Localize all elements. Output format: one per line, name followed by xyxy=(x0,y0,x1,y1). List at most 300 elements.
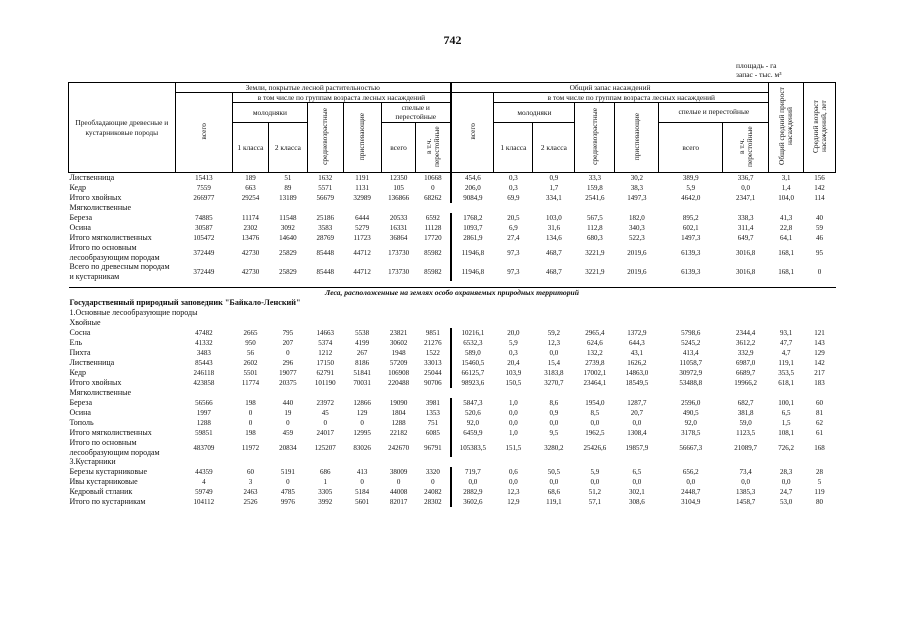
table-cell: 3602,6 xyxy=(451,497,494,507)
table-cell: 134,6 xyxy=(546,234,562,242)
table-cell: 59 xyxy=(816,224,824,232)
table-cell: 338,3 xyxy=(737,214,754,222)
table-cell: 28769 xyxy=(316,234,335,242)
table-cell: 19090 xyxy=(389,399,408,407)
table-cell: 64,1 xyxy=(780,234,793,242)
table-cell: 6459,9 xyxy=(451,428,494,438)
table-cell: 20375 xyxy=(279,379,297,387)
table-cell: 30972,9 xyxy=(679,369,703,377)
table-cell: 2861,9 xyxy=(451,233,494,243)
table-cell: 3483 xyxy=(196,349,211,357)
group-heading-row xyxy=(69,203,836,213)
table-cell: 53,0 xyxy=(780,498,793,506)
table-cell: 15413 xyxy=(195,174,213,182)
table-cell: 454,6 xyxy=(451,173,494,184)
table-cell: 22182 xyxy=(389,429,408,437)
table-cell: 8,6 xyxy=(549,399,559,407)
table-cell: 522,3 xyxy=(629,234,645,242)
table-cell: 40 xyxy=(816,214,824,222)
table-cell: 21276 xyxy=(424,339,442,347)
table-cell: 56667,3 xyxy=(679,443,703,452)
table-cell: 3,1 xyxy=(781,174,791,182)
table-row xyxy=(69,348,836,358)
table-cell: 30602 xyxy=(389,339,408,347)
avg-age-header: Средний возраст насаждений, лет xyxy=(804,83,836,173)
table-cell: 3280,2 xyxy=(544,443,564,452)
table-cell: 2344,4 xyxy=(736,329,756,337)
table-cell: 103,9 xyxy=(505,369,522,377)
table-cell: 1212 xyxy=(318,349,333,357)
table-cell: 2739,8 xyxy=(585,359,605,367)
table-cell: 42730 xyxy=(241,267,260,276)
table-cell: 85448 xyxy=(316,248,335,257)
stock-young-header: молодняки xyxy=(494,103,575,123)
table-row xyxy=(69,428,836,438)
table-cell: 1954,0 xyxy=(585,399,605,407)
table-cell: 42730 xyxy=(241,248,260,257)
table-cell: 136866 xyxy=(388,194,410,202)
table-cell: 0,0 xyxy=(549,349,559,357)
table-cell: 3221,9 xyxy=(585,267,605,276)
table-cell: 353,5 xyxy=(778,369,795,377)
table-row xyxy=(69,233,836,243)
table-cell: 6532,3 xyxy=(451,338,494,348)
stock-middle-header: средневозрастные xyxy=(575,103,615,173)
table-cell: 1,4 xyxy=(781,184,791,192)
table-cell: 3612,2 xyxy=(736,339,756,347)
table-cell: 85448 xyxy=(316,267,335,276)
table-cell: 4199 xyxy=(355,339,370,347)
table-cell: 92,0 xyxy=(451,418,494,428)
table-cell: 246118 xyxy=(193,369,215,377)
table-cell: 0 xyxy=(323,419,328,427)
row-label: Березы кустарниковые xyxy=(69,467,148,476)
table-cell: 6444 xyxy=(355,214,370,222)
row-label: Осина xyxy=(69,223,91,232)
table-cell: 9,5 xyxy=(549,429,559,437)
row-label: Итого хвойных xyxy=(69,193,122,202)
table-cell: 173730 xyxy=(388,248,410,257)
table-cell: 682,7 xyxy=(737,399,754,407)
table-cell: 6,5 xyxy=(781,409,791,417)
table-cell: 1288 xyxy=(391,419,406,427)
units-area: площадь - га xyxy=(736,61,777,70)
table-cell: 0,9 xyxy=(549,174,559,182)
table-row xyxy=(69,183,836,193)
table-row xyxy=(69,173,836,184)
table-cell: 220488 xyxy=(388,379,410,387)
group-heading-row xyxy=(69,388,836,398)
table-cell: 1522 xyxy=(425,349,440,357)
table-cell: 47,7 xyxy=(780,339,793,347)
table-cell: 28 xyxy=(816,468,824,476)
table-row xyxy=(69,398,836,408)
row-label: Мягколиственные xyxy=(69,388,132,397)
forest-lands-header: Земли, покрытые лесной растительностью xyxy=(175,83,451,93)
area-class1-header: 1 класса xyxy=(233,123,269,173)
table-cell: 0,0 xyxy=(686,478,696,486)
table-cell: 2019,6 xyxy=(627,267,647,276)
table-cell: 1372,9 xyxy=(627,329,647,337)
table-row xyxy=(69,477,836,487)
table-cell: 459 xyxy=(282,429,294,437)
table-cell: 0,0 xyxy=(451,477,494,487)
table-cell: 5501 xyxy=(243,369,258,377)
table-cell: 0,0 xyxy=(549,478,559,486)
row-label: Итого по кустарникам xyxy=(69,497,146,506)
table-cell: 15460,5 xyxy=(451,358,494,368)
table-cell: 132,2 xyxy=(587,349,603,357)
table-cell: 0,6 xyxy=(509,468,518,476)
table-cell: 41,3 xyxy=(780,214,793,222)
avg-growth-header: Общий средний прирост насаждений xyxy=(769,83,804,173)
table-cell: 57,1 xyxy=(588,498,602,506)
table-row xyxy=(69,243,836,262)
table-cell: 950 xyxy=(245,339,256,347)
table-cell: 520,6 xyxy=(451,408,494,418)
table-cell: 12995 xyxy=(353,429,371,437)
table-cell: 18549,5 xyxy=(625,379,649,387)
table-cell: 1,5 xyxy=(781,419,791,427)
table-cell: 6085 xyxy=(425,429,440,437)
table-cell: 66125,7 xyxy=(451,368,494,378)
table-cell: 17150 xyxy=(316,359,335,367)
table-cell: 9851 xyxy=(425,329,440,337)
table-cell: 53488,8 xyxy=(679,379,703,387)
table-cell: 44008 xyxy=(389,488,408,496)
table-cell: 3183,8 xyxy=(544,369,564,377)
table-cell: 2019,6 xyxy=(627,248,647,257)
table-cell: 1,0 xyxy=(509,429,518,437)
table-cell: 96791 xyxy=(424,443,442,452)
table-cell: 62 xyxy=(816,419,824,427)
row-label: Хвойные xyxy=(69,318,101,327)
table-cell: 23972 xyxy=(316,399,335,407)
table-cell: 0,0 xyxy=(590,419,600,427)
row-label: Итого мягколиственных xyxy=(69,233,152,242)
table-cell: 112,8 xyxy=(587,224,603,232)
area-premature-header: приспевающие xyxy=(343,103,381,173)
table-cell: 168 xyxy=(814,443,825,452)
table-cell: 19857,9 xyxy=(625,443,649,452)
table-cell: 168,1 xyxy=(778,248,795,257)
table-cell: 57209 xyxy=(389,359,408,367)
group-heading-row xyxy=(69,457,836,467)
table-cell: 2347,1 xyxy=(736,194,756,202)
table-cell: 2463 xyxy=(243,488,258,496)
stock-premature-header: приспевающие xyxy=(615,103,659,173)
table-cell: 1191 xyxy=(355,174,370,182)
table-cell: 5191 xyxy=(280,468,295,476)
table-cell: 31,6 xyxy=(547,224,561,232)
table-cell: 36864 xyxy=(389,234,408,242)
table-cell: 8186 xyxy=(355,359,370,367)
table-cell: 3016,8 xyxy=(736,267,756,276)
table-cell: 33,3 xyxy=(588,174,602,182)
table-cell: 4,7 xyxy=(781,349,791,357)
table-cell: 80 xyxy=(816,498,824,506)
table-cell: 44712 xyxy=(353,267,371,276)
table-cell: 1948 xyxy=(391,349,406,357)
table-cell: 1123,5 xyxy=(736,429,756,437)
table-cell: 51 xyxy=(284,174,292,182)
table-row xyxy=(69,497,836,507)
row-label: Кедр xyxy=(69,368,87,377)
table-cell: 1308,4 xyxy=(627,429,647,437)
table-cell: 567,5 xyxy=(587,214,603,222)
table-cell: 20533 xyxy=(389,214,408,222)
table-cell: 0,0 xyxy=(590,478,600,486)
table-cell: 44712 xyxy=(353,248,371,257)
table-header xyxy=(69,83,836,173)
table-cell: 74885 xyxy=(195,214,213,222)
table-cell: 56566 xyxy=(195,399,213,407)
row-label: Всего по древесным породам и кустарникам xyxy=(69,262,170,281)
table-cell: 73,4 xyxy=(739,468,752,476)
table-cell: 6139,3 xyxy=(681,267,701,276)
table-cell: 302,1 xyxy=(629,488,645,496)
table-row xyxy=(69,418,836,428)
row-label: Тополь xyxy=(69,418,94,427)
table-cell: 25186 xyxy=(316,214,335,222)
table-cell: 46 xyxy=(816,234,824,242)
table-cell: 173730 xyxy=(388,267,410,276)
table-cell: 2882,9 xyxy=(451,487,494,497)
table-cell: 5184 xyxy=(355,488,370,496)
table-cell: 12,9 xyxy=(507,498,520,506)
table-cell: 60 xyxy=(246,468,254,476)
table-cell: 0 xyxy=(360,419,364,427)
table-cell: 6,5 xyxy=(632,468,642,476)
table-cell: 5538 xyxy=(355,329,370,337)
table-cell: 105472 xyxy=(193,234,215,242)
table-cell: 4 xyxy=(202,478,206,486)
table-cell: 81 xyxy=(816,409,824,417)
table-cell: 3104,9 xyxy=(681,498,701,506)
table-row xyxy=(69,378,836,388)
table-cell: 9976 xyxy=(280,498,295,506)
stock-total-header: Общий запас насаждений xyxy=(451,83,769,93)
table-cell: 119,1 xyxy=(778,359,794,367)
stock-class2-header: 2 класса xyxy=(533,123,575,173)
stock-total-col-header: всего xyxy=(451,93,494,173)
table-cell: 22,8 xyxy=(780,224,793,232)
table-cell: 3092 xyxy=(280,224,295,232)
table-cell: 105 xyxy=(393,184,404,192)
table-cell: 14663 xyxy=(316,329,335,337)
table-cell: 206,0 xyxy=(451,183,494,193)
table-cell: 372449 xyxy=(193,248,215,257)
table-cell: 2602 xyxy=(243,359,258,367)
table-cell: 1353 xyxy=(425,409,440,417)
table-cell: 5279 xyxy=(355,224,370,232)
table-cell: 1962,5 xyxy=(585,429,605,437)
table-cell: 5374 xyxy=(318,339,333,347)
table-cell: 7559 xyxy=(196,184,211,192)
units-stock: запас - тыс. м³ xyxy=(736,70,782,79)
table-cell: 0,0 xyxy=(741,478,750,486)
table-cell: 11972 xyxy=(241,443,260,452)
row-label: Береза xyxy=(69,398,93,407)
table-cell: 69,9 xyxy=(507,194,520,202)
table-cell: 93,1 xyxy=(780,329,793,337)
row-label: Ивы кустарниковые xyxy=(69,477,138,486)
table-cell: 17720 xyxy=(424,234,442,242)
table-cell: 0,0 xyxy=(549,419,559,427)
table-cell: 125207 xyxy=(314,443,336,452)
table-cell: 45 xyxy=(321,409,329,417)
table-cell: 143 xyxy=(814,339,825,347)
table-cell: 1385,3 xyxy=(736,488,756,496)
table-cell: 11774 xyxy=(241,379,260,387)
table-cell: 12350 xyxy=(389,174,408,182)
stock-overmature-header: в т.ч. перестойные xyxy=(723,123,769,173)
table-cell: 1626,2 xyxy=(627,359,647,367)
table-cell: 4785 xyxy=(280,488,295,496)
table-row xyxy=(69,223,836,233)
forest-stock-table xyxy=(68,82,836,507)
area-mature-total-header: всего xyxy=(381,123,416,173)
table-cell: 44359 xyxy=(195,468,213,476)
table-cell: 43,1 xyxy=(630,349,644,357)
table-cell: 1 xyxy=(323,478,328,486)
stock-by-age-header: в том числе по группам возраста лесных насаждений xyxy=(494,93,769,103)
table-cell: 38,3 xyxy=(630,184,644,192)
table-cell: 207 xyxy=(282,339,294,347)
table-cell: 14640 xyxy=(279,234,297,242)
row-label: Пихта xyxy=(69,348,91,357)
table-cell: 0 xyxy=(248,409,253,417)
row-label: Мягколиственные xyxy=(69,203,132,212)
table-cell: 2596,0 xyxy=(681,399,701,407)
table-cell: 25829 xyxy=(279,248,297,257)
table-cell: 483709 xyxy=(193,443,215,452)
table-cell: 618,1 xyxy=(778,379,795,387)
table-cell: 19966,2 xyxy=(734,379,757,387)
table-cell: 0,3 xyxy=(509,184,518,192)
table-cell: 296 xyxy=(282,359,294,367)
row-label: Итого по основным лесообразующим породам xyxy=(69,243,160,262)
table-cell: 103,0 xyxy=(546,214,562,222)
table-body xyxy=(69,173,836,508)
table-row xyxy=(69,262,836,281)
table-cell: 59749 xyxy=(195,488,213,496)
table-cell: 1131 xyxy=(355,184,370,192)
table-row xyxy=(69,328,836,338)
table-cell: 680,3 xyxy=(587,234,603,242)
table-cell: 311,4 xyxy=(737,224,754,232)
table-cell: 61 xyxy=(816,429,824,437)
table-cell: 389,9 xyxy=(682,174,699,182)
table-cell: 129 xyxy=(814,349,825,357)
table-cell: 30587 xyxy=(195,224,213,232)
table-cell: 70031 xyxy=(353,379,371,387)
table-cell: 97,3 xyxy=(507,248,520,257)
table-cell: 0,0 xyxy=(781,478,791,486)
table-cell: 24017 xyxy=(316,429,335,437)
table-cell: 1997 xyxy=(196,409,211,417)
table-cell: 0,0 xyxy=(741,184,750,192)
table-cell: 28,3 xyxy=(780,468,793,476)
table-cell: 83026 xyxy=(353,443,371,452)
table-cell: 4642,0 xyxy=(681,194,701,202)
table-cell: 336,7 xyxy=(737,174,754,182)
table-cell: 751 xyxy=(427,419,439,427)
table-cell: 5,9 xyxy=(509,339,518,347)
section-title-row xyxy=(69,288,836,299)
row-label: Кедр xyxy=(69,183,87,192)
area-middle-header: средневозрастные xyxy=(307,103,343,173)
area-overmature-header: в т.ч. перестойные xyxy=(416,123,451,173)
row-label: Итого мягколиственных xyxy=(69,428,152,437)
row-label: Береза xyxy=(69,213,93,222)
table-cell: 119 xyxy=(814,488,825,496)
table-row xyxy=(69,358,836,368)
row-label: 3.Кустарники xyxy=(69,457,116,466)
table-row xyxy=(69,408,836,418)
table-cell: 3583 xyxy=(318,224,333,232)
area-by-age-header: в том числе по группам возраста лесных насаждений xyxy=(233,93,451,103)
table-cell: 85443 xyxy=(195,359,213,367)
table-cell: 1458,7 xyxy=(736,498,756,506)
table-cell: 1,7 xyxy=(549,184,559,192)
table-cell: 6,9 xyxy=(509,224,518,232)
table-cell: 0 xyxy=(286,349,290,357)
table-cell: 242670 xyxy=(388,443,410,452)
table-cell: 68,6 xyxy=(547,488,561,496)
table-cell: 20834 xyxy=(279,443,297,452)
table-cell: 82017 xyxy=(389,498,408,506)
table-cell: 686 xyxy=(320,468,331,476)
table-cell: 0,3 xyxy=(509,349,518,357)
table-cell: 468,7 xyxy=(546,248,562,257)
table-cell: 92,0 xyxy=(684,419,697,427)
table-cell: 372449 xyxy=(193,267,215,276)
row-label: Лиственница xyxy=(69,173,115,182)
table-cell: 6139,3 xyxy=(681,248,701,257)
table-cell: 0 xyxy=(286,419,290,427)
stock-mature-header: спелые и перестойные xyxy=(659,103,769,123)
table-cell: 332,9 xyxy=(737,349,754,357)
table-cell: 13476 xyxy=(241,234,260,242)
row-label: Кедровый стланик xyxy=(69,487,133,496)
table-cell: 19 xyxy=(284,409,292,417)
table-cell: 129 xyxy=(356,409,368,417)
table-cell: 2541,6 xyxy=(585,194,605,202)
row-label: Сосна xyxy=(69,328,91,337)
area-class2-header: 2 класса xyxy=(268,123,307,173)
table-cell: 108,1 xyxy=(778,429,795,437)
table-cell: 3320 xyxy=(425,468,440,476)
units-note xyxy=(736,61,782,79)
table-cell: 0,0 xyxy=(509,478,518,486)
table-cell: 624,6 xyxy=(587,339,603,347)
table-cell: 9084,9 xyxy=(451,193,494,203)
area-total-header: всего xyxy=(175,93,232,173)
table-cell: 11128 xyxy=(424,224,442,232)
table-cell: 5 xyxy=(817,478,822,486)
table-cell: 1632 xyxy=(318,174,333,182)
table-cell: 33013 xyxy=(424,359,442,367)
table-cell: 0,0 xyxy=(509,409,518,417)
area-mature-header: спелые и перестойные xyxy=(381,103,451,123)
table-cell: 89 xyxy=(284,184,292,192)
table-cell: 0,9 xyxy=(549,409,559,417)
table-cell: 3221,9 xyxy=(585,248,605,257)
table-cell: 38009 xyxy=(389,468,408,476)
table-cell: 16331 xyxy=(389,224,408,232)
table-cell: 726,2 xyxy=(778,443,795,452)
